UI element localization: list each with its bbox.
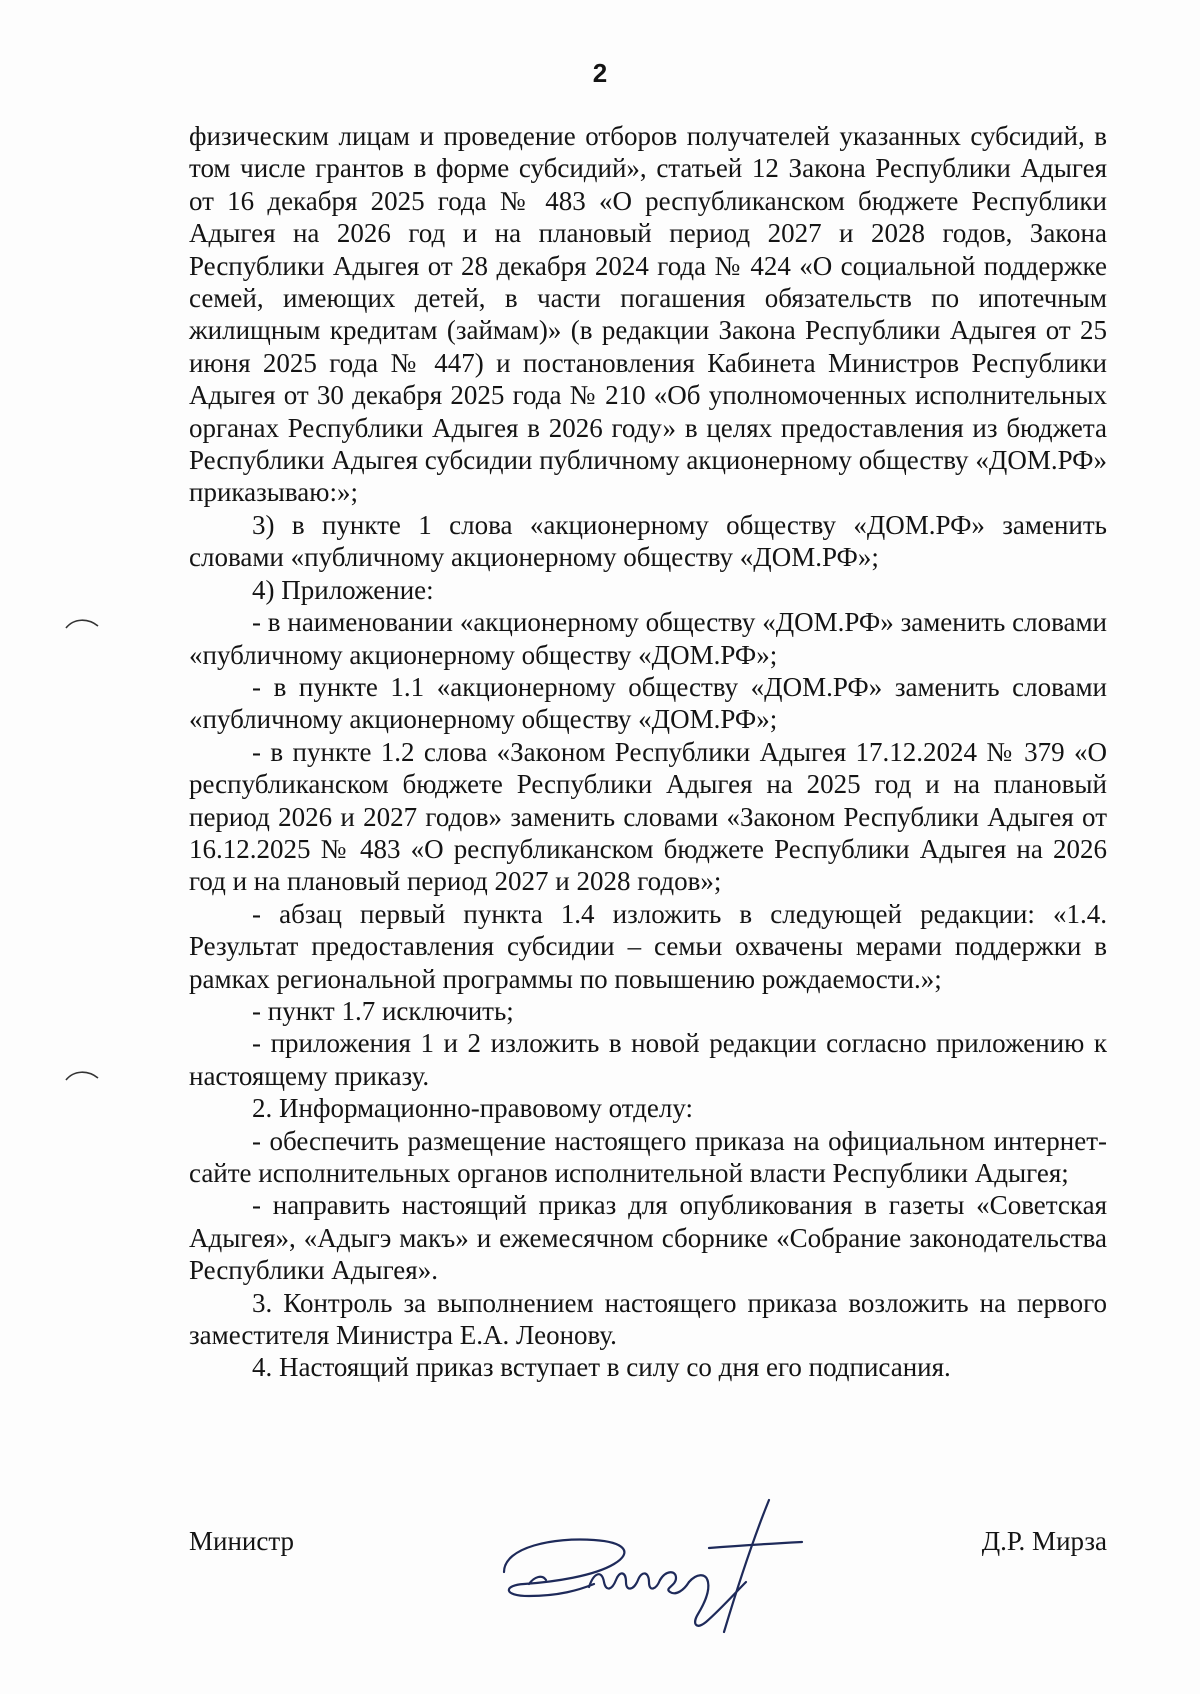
signature-block [189, 1492, 1107, 1672]
paragraph: физическим лицам и проведение отборов получателей указанных субсидий, в том числе грантов в форме субсидий», статьей 12 Закона Республики Адыгея от 16 декабря 2025 года № 483 «О республиканском бюджете Республики Адыгея на 2026 год и на плановый период 2027 и 2028 годов, Закона Республики Адыгея от 28 декабря 2024 года № 424 «О социальной поддержке семей, имеющих детей, в части погашения обязательств по ипотечным жилищным кредитам (займам)» (в редакции Закона Республики Адыгея от 25 июня 2025 года № 447) и постановления Кабинета Министров Республики Адыгея от 30 декабря 2025 года № 210 «Об уполномоченных исполнительных органах Республики Адыгея в 2026 году» в целях предоставления из бюджета Республики Адыгея субсидии публичному акционерному обществу «ДОМ.РФ» приказываю:»; [189, 121, 1107, 508]
signatory-position: Министр [189, 1526, 294, 1556]
paragraph: 3. Контроль за выполнением настоящего приказа возложить на первого заместителя Министра Е.А. Леонову. [189, 1287, 1107, 1351]
handwritten-signature [484, 1492, 814, 1642]
margin-mark [64, 1068, 100, 1082]
paragraph: - направить настоящий приказ для опубликования в газеты «Советская Адыгея», «Адыгэ макъ» и ежемесячном сборнике «Собрание законодательства Республики Адыгея». [189, 1190, 1107, 1286]
paragraph: - абзац первый пункта 1.4 изложить в следующей редакции: «1.4. Результат предоставления субсидии – семьи охвачены мерами поддержки в рамках региональной программы по повышению рождаемости.»; [189, 898, 1107, 994]
paragraph: 4. Настоящий приказ вступает в силу со дня его подписания. [252, 1352, 951, 1383]
paragraph: 4) Приложение: [252, 574, 434, 605]
margin-mark [64, 616, 100, 630]
page-number: 2 [592, 58, 608, 88]
paragraph: - пункт 1.7 исключить; [252, 995, 514, 1026]
paragraph: - в пункте 1.1 «акционерному обществу «ДОМ.РФ» заменить словами «публичному акционерному обществу «ДОМ.РФ»; [189, 671, 1107, 735]
document-body [189, 120, 1107, 1384]
paragraph: 2. Информационно-правовому отделу: [252, 1093, 694, 1124]
paragraph: - обеспечить размещение настоящего приказа на официальном интернет-сайте исполнительных органов исполнительной власти Республики Адыгея; [189, 1125, 1107, 1188]
paragraph: - приложения 1 и 2 изложить в новой редакции согласно приложению к настоящему приказу. [189, 1028, 1107, 1091]
paragraph: - в наименовании «акционерному обществу «ДОМ.РФ» заменить словами «публичному акционерному обществу «ДОМ.РФ»; [189, 607, 1107, 670]
paragraph: - в пункте 1.2 слова «Законом Республики Адыгея 17.12.2024 № 379 «О республиканском бюджете Республики Адыгея на 2025 год и на плановый период 2026 и 2027 годов» заменить словами «Законом Республики Адыгея от 16.12.2025 № 483 «О республиканском бюджете Республики Адыгея на 2026 год и на плановый период 2027 и 2028 годов»; [189, 736, 1107, 897]
paragraph: 3) в пункте 1 слова «акционерному обществу «ДОМ.РФ» заменить словами «публичному акционерному обществу «ДОМ.РФ»; [189, 509, 1107, 573]
signatory-name: Д.Р. Мирза [981, 1526, 1107, 1556]
